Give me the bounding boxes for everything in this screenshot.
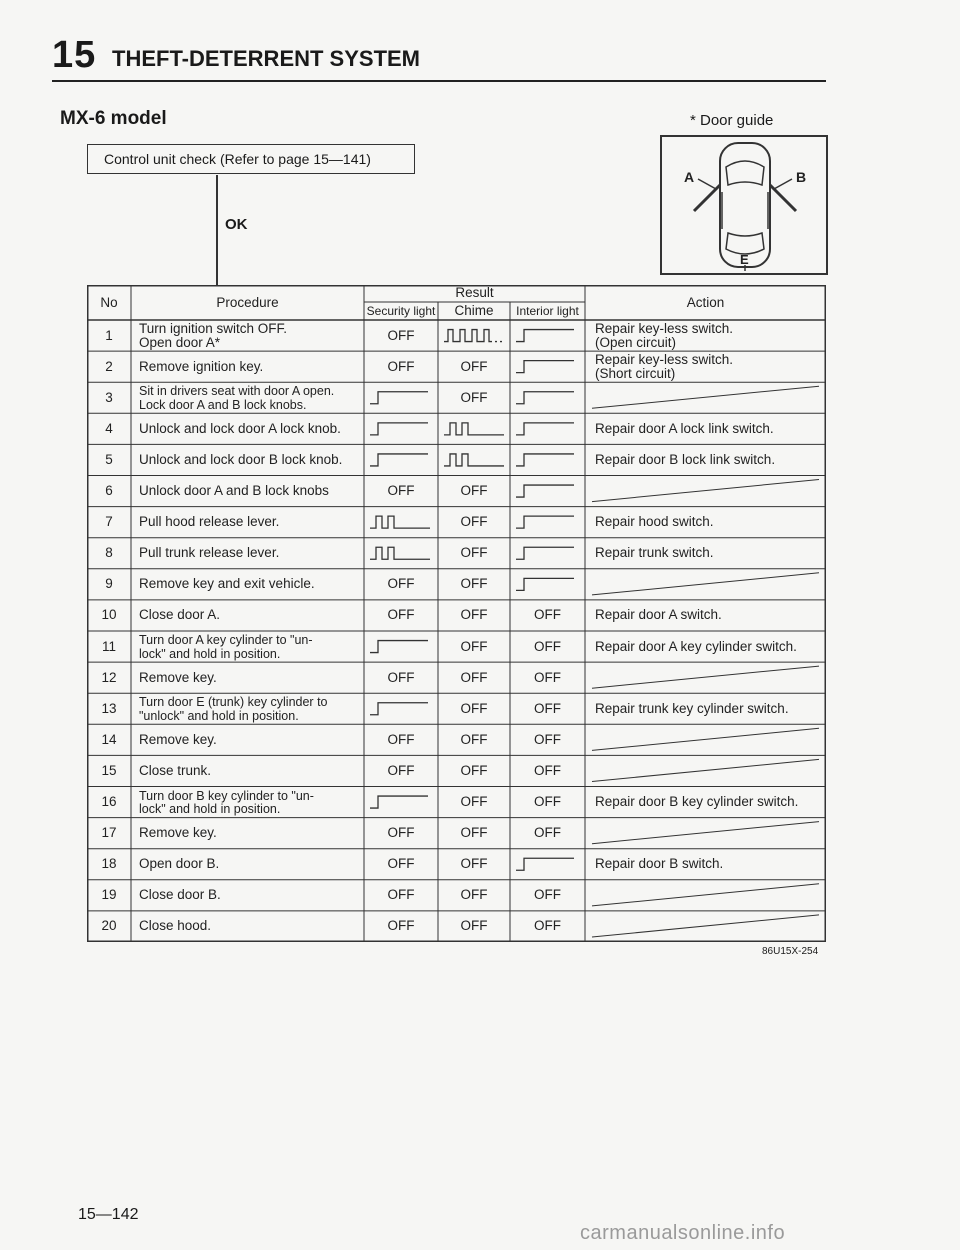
- security-result: OFF: [387, 762, 415, 778]
- row-number: 16: [101, 794, 117, 810]
- procedure-text: Pull hood release lever.: [139, 514, 280, 530]
- procedure-text: Sit in drivers seat with door A open.: [139, 384, 335, 399]
- interior-result: OFF: [534, 731, 561, 747]
- security-result: OFF: [387, 887, 415, 903]
- security-result: OFF: [387, 731, 415, 747]
- interior-waveform: [516, 516, 574, 528]
- header-result: Result: [455, 285, 494, 300]
- door-marker-e: E: [740, 252, 749, 267]
- interior-waveform: [516, 858, 574, 870]
- procedure-text: Remove key.: [139, 825, 217, 841]
- security-result: OFF: [387, 669, 415, 685]
- row-number: 2: [105, 358, 113, 374]
- flow-connector: [216, 175, 218, 285]
- header-procedure: Procedure: [216, 295, 279, 310]
- row-number: 4: [105, 420, 113, 436]
- chime-result: OFF: [460, 576, 488, 592]
- header-security-light: Security light: [366, 304, 436, 318]
- security-result: OFF: [387, 576, 415, 592]
- action-text: Repair trunk switch.: [595, 545, 714, 561]
- section-number: 15: [52, 34, 97, 76]
- chime-result: OFF: [460, 794, 488, 810]
- interior-result: OFF: [534, 825, 561, 841]
- action-none-slash: [592, 728, 819, 750]
- interior-result: OFF: [534, 762, 561, 778]
- action-text: Repair door B lock link switch.: [595, 451, 776, 467]
- action-none-slash: [592, 884, 819, 906]
- procedure-text: Turn door A key cylinder to "un-: [139, 633, 313, 647]
- procedure-text: Turn door B key cylinder to "un-: [139, 788, 314, 803]
- procedure-text: Lock door A and B lock knobs.: [139, 397, 307, 412]
- car-top-view-icon: [662, 137, 826, 273]
- interior-result: OFF: [534, 638, 561, 654]
- procedure-text: Pull trunk release lever.: [139, 545, 280, 561]
- action-text: (Open circuit): [595, 334, 677, 350]
- interior-result: OFF: [534, 700, 561, 716]
- procedure-text: Remove key.: [139, 669, 217, 685]
- procedure-text: Remove key.: [139, 731, 217, 747]
- row-number: 19: [101, 887, 117, 903]
- procedure-text: Close trunk.: [139, 762, 212, 778]
- action-none-slash: [592, 915, 819, 937]
- row-number: 15: [101, 762, 117, 778]
- interior-result: OFF: [534, 887, 561, 903]
- interior-waveform: [516, 454, 574, 466]
- row-number: 5: [105, 451, 113, 467]
- row-number: 7: [105, 514, 113, 530]
- security-result: OFF: [387, 856, 415, 872]
- procedure-text: "unlock" and hold in position.: [139, 708, 299, 723]
- action-text: Repair door B key cylinder switch.: [595, 794, 799, 810]
- interior-result: OFF: [534, 669, 561, 685]
- check-table: [87, 285, 826, 942]
- model-title: MX-6 model: [60, 108, 167, 129]
- interior-waveform: [516, 578, 574, 590]
- security-waveform: [370, 392, 428, 404]
- action-text: Repair door A key cylinder switch.: [595, 638, 797, 654]
- action-text: Repair door B switch.: [595, 856, 724, 872]
- interior-waveform: [516, 485, 574, 497]
- chime-result: OFF: [460, 700, 488, 716]
- chime-waveform: [444, 423, 504, 435]
- row-number: 14: [101, 731, 117, 747]
- door-marker-b: B: [796, 169, 807, 185]
- chime-result: OFF: [460, 762, 488, 778]
- security-result: OFF: [387, 483, 415, 499]
- procedure-text: lock" and hold in position.: [139, 802, 281, 816]
- header-action: Action: [686, 295, 725, 310]
- procedure-text: Close hood.: [139, 918, 212, 934]
- door-guide-figure: [660, 135, 828, 275]
- interior-result: OFF: [534, 918, 561, 934]
- security-result: OFF: [387, 327, 415, 343]
- procedure-text: Remove key and exit vehicle.: [139, 576, 315, 592]
- interior-waveform: [516, 547, 574, 559]
- header-interior-light: Interior light: [516, 304, 579, 318]
- interior-waveform: [516, 423, 574, 435]
- chime-result: OFF: [460, 918, 488, 934]
- chime-result: OFF: [460, 358, 488, 374]
- action-text: Repair key-less switch.: [595, 352, 734, 368]
- procedure-text: Remove ignition key.: [139, 358, 264, 374]
- security-waveform: [370, 796, 428, 808]
- action-text: Repair door A switch.: [595, 607, 722, 623]
- row-number: 9: [105, 576, 113, 592]
- chime-result: OFF: [460, 545, 488, 561]
- header-chime: Chime: [454, 303, 494, 318]
- action-none-slash: [592, 573, 819, 595]
- chime-result: OFF: [460, 607, 488, 623]
- action-none-slash: [592, 480, 819, 502]
- security-waveform: [370, 516, 430, 528]
- interior-waveform: [516, 330, 574, 342]
- interior-result: OFF: [534, 794, 561, 810]
- interior-result: OFF: [534, 607, 561, 623]
- row-number: 20: [101, 918, 117, 934]
- action-none-slash: [592, 822, 819, 844]
- security-waveform: [370, 703, 428, 715]
- page-number: 15—142: [78, 1206, 139, 1223]
- row-number: 6: [105, 483, 113, 499]
- security-waveform: [370, 641, 428, 653]
- procedure-text: Open door B.: [139, 856, 220, 872]
- row-number: 10: [101, 607, 117, 623]
- procedure-text: Close door B.: [139, 887, 221, 903]
- security-waveform: [370, 423, 428, 435]
- procedure-text: Close door A.: [139, 607, 221, 623]
- header-no: No: [100, 295, 118, 310]
- procedure-text: Unlock and lock door B lock knob.: [139, 451, 343, 467]
- action-none-slash: [592, 386, 819, 408]
- row-number: 12: [101, 669, 117, 685]
- procedure-text: Unlock and lock door A lock knob.: [139, 420, 341, 436]
- interior-waveform: [516, 361, 574, 373]
- row-number: 18: [101, 856, 117, 872]
- action-none-slash: [592, 759, 819, 781]
- chime-result: OFF: [460, 389, 488, 405]
- header-rule: [52, 80, 826, 82]
- security-result: OFF: [387, 825, 415, 841]
- security-result: OFF: [387, 918, 415, 934]
- interior-waveform: [516, 392, 574, 404]
- procedure-text: lock" and hold in position.: [139, 646, 281, 661]
- chime-result: OFF: [460, 669, 488, 685]
- security-result: OFF: [387, 607, 415, 623]
- door-guide-label: * Door guide: [690, 112, 774, 129]
- procedure-text: Turn ignition switch OFF.: [139, 321, 288, 336]
- figure-code: 86U15X-254: [762, 946, 819, 957]
- procedure-text: Unlock door A and B lock knobs: [139, 483, 329, 499]
- chime-result: OFF: [460, 856, 488, 872]
- security-waveform: [370, 454, 428, 466]
- chime-result: OFF: [460, 887, 488, 903]
- row-number: 1: [105, 327, 113, 343]
- row-number: 8: [105, 545, 113, 561]
- chime-result: OFF: [460, 514, 488, 530]
- chime-waveform: [444, 330, 502, 342]
- procedure-text: Turn door E (trunk) key cylinder to: [139, 695, 328, 710]
- row-number: 11: [101, 638, 116, 654]
- action-text: Repair key-less switch.: [595, 321, 734, 336]
- action-text: (Short circuit): [595, 365, 676, 381]
- security-waveform: [370, 547, 430, 559]
- chime-result: OFF: [460, 825, 488, 841]
- row-number: 3: [105, 389, 113, 405]
- row-number: 13: [101, 700, 117, 716]
- watermark: carmanualsonline.info: [580, 1222, 786, 1244]
- section-title: THEFT-DETERRENT SYSTEM: [112, 46, 421, 71]
- row-number: 17: [101, 825, 117, 841]
- action-text: Repair trunk key cylinder switch.: [595, 700, 789, 716]
- action-none-slash: [592, 666, 819, 688]
- chime-result: OFF: [460, 638, 488, 654]
- ok-branch-label: OK: [225, 216, 248, 233]
- procedure-text: Open door A*: [139, 334, 221, 350]
- chime-waveform: [444, 454, 504, 466]
- action-text: Repair hood switch.: [595, 514, 714, 530]
- control-unit-check-step: Control unit check (Refer to page 15—141): [87, 144, 415, 174]
- chime-result: OFF: [460, 731, 488, 747]
- security-result: OFF: [387, 358, 415, 374]
- chime-result: OFF: [460, 483, 488, 499]
- door-marker-a: A: [684, 169, 695, 185]
- action-text: Repair door A lock link switch.: [595, 420, 774, 436]
